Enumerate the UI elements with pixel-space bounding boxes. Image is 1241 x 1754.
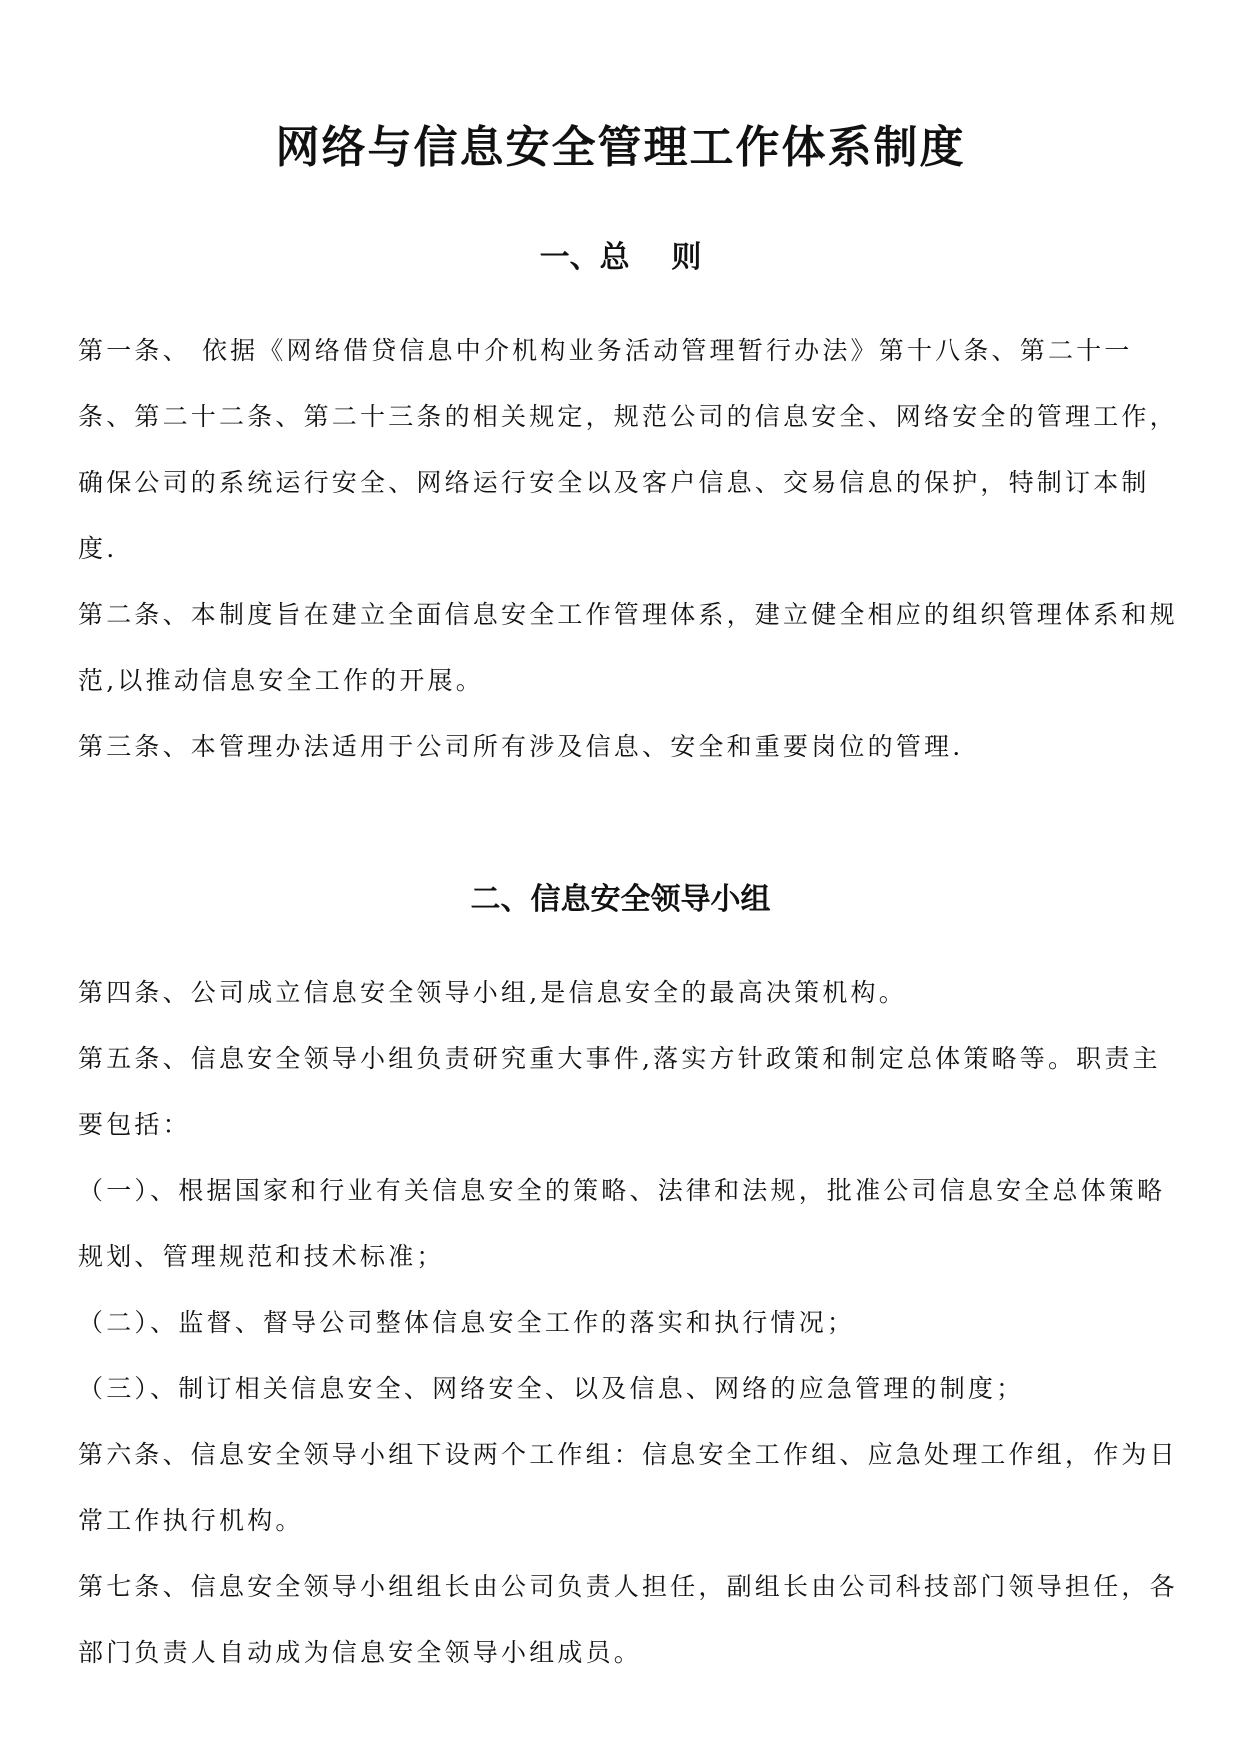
article-5-item-3: （三）、制订相关信息安全、网络安全、以及信息、网络的应急管理的制度； [78,1374,1025,1403]
article-2-paragraph: 第二条、本制度旨在建立全面信息安全工作管理体系，建立健全相应的组织管理体系和规范,以推动信息安全工作的开展。 [78,600,1178,695]
section-body-general-provisions [78,318,1178,780]
article-3-paragraph: 第三条、本管理办法适用于公司所有涉及信息、安全和重要岗位的管理. [78,732,964,761]
section-heading-general-provisions: 一、总 则 [539,240,702,275]
article-1-paragraph: 第一条、 依据《网络借贷信息中介机构业务活动管理暂行办法》第十八条、第二十一条、第二十二条、第二十三条的相关规定，规范公司的信息安全、网络安全的管理工作，确保公司的系统运行安全、网络运行安全以及客户信息、交易信息的保护，特制订本制度. [78,336,1178,563]
article-5-item-2: （二）、监督、督导公司整体信息安全工作的落实和执行情况； [78,1308,856,1337]
article-5-paragraph: 第五条、信息安全领导小组负责研究重大事件,落实方针政策和制定总体策略等。职责主要包括： [78,1044,1161,1139]
document-title: 网络与信息安全管理工作体系制度 [275,122,966,173]
article-4-paragraph: 第四条、公司成立信息安全领导小组,是信息安全的最高决策机构。 [78,978,907,1007]
section-body-leadership-group [78,960,1178,1686]
article-5-item-1: （一）、根据国家和行业有关信息安全的策略、法律和法规，批准公司信息安全总体策略规划、管理规范和技术标准； [78,1176,1166,1271]
article-6-paragraph: 第六条、信息安全领导小组下设两个工作组：信息安全工作组、应急处理工作组，作为日常工作执行机构。 [78,1440,1178,1535]
section-heading-leadership-group: 二、信息安全领导小组 [470,882,771,917]
article-7-paragraph: 第七条、信息安全领导小组组长由公司负责人担任，副组长由公司科技部门领导担任，各部门负责人自动成为信息安全领导小组成员。 [78,1572,1178,1667]
